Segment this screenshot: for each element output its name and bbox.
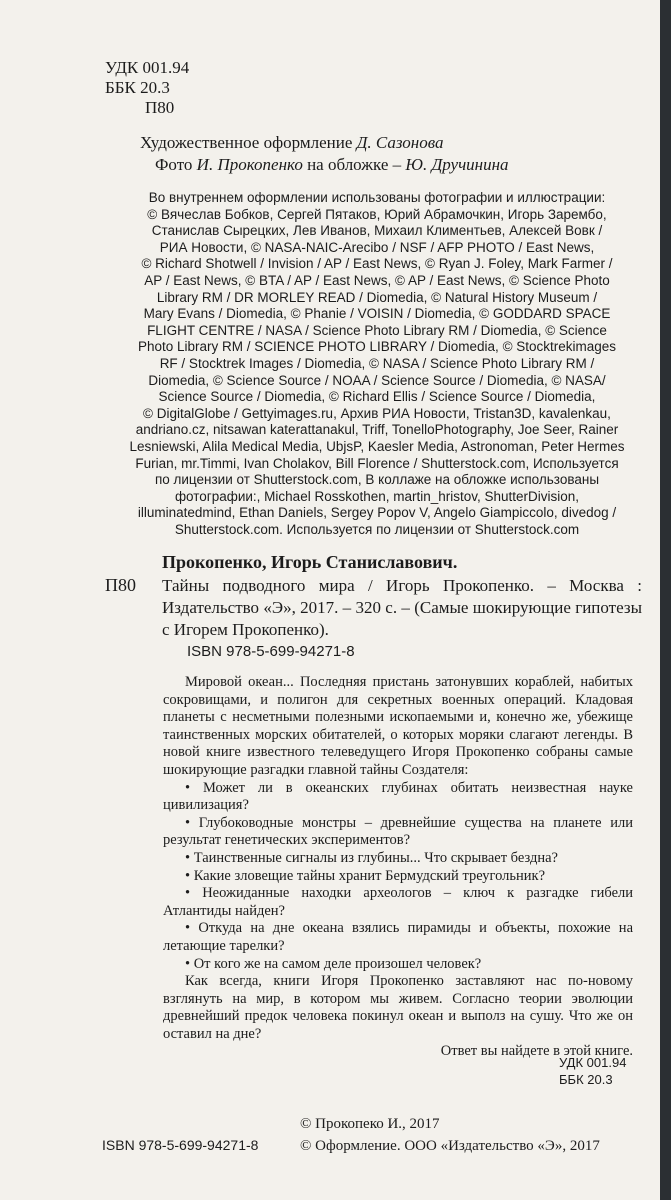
annotation-intro: Мировой океан... Последняя пристань затонувших кораблей, набитых сокровищами, и полигон для секретных военных операций. Кладовая планеты с несметными полезными ископаемыми и, конечно же, убежище таинственных морских обитателей, о которых моряки слагают легенды. В новой книге известного телеведущего Игоря Прокопенко собраны самые шокирующие разгадки главной тайны Создателя: <box>163 674 633 778</box>
photo-credit-line: по лицензии от Shutterstock.com, В коллаже на обложке использованы <box>154 472 600 488</box>
annotation-outro: Как всегда, книги Игоря Прокопенко заставляют нас по-новому взглянуть на мир, в котором мы живем. Согласно теории эволюции древнейший предок человека покинул океан и выполз на сушу. Что же он оставил на дне? <box>163 973 633 1042</box>
author-index: П80 <box>145 98 175 117</box>
photo-credit-line: AP / East News, © BTA / AP / East News, © AP / East News, © Science Photo <box>144 272 610 288</box>
photo-credit-line: illuminatedmind, Ethan Daniels, Sergey Popov V, Angelo Giampiccolo, divedog / <box>137 505 617 521</box>
photo-credit-line: andriano.cz, nitsawan katerattanakul, Triff, TonelloPhotography, Joe Seer, Rainer <box>135 422 619 438</box>
photo-credit-line: Library RM / DR MORLEY READ / Diomedia, © Natural History Museum / <box>156 289 598 305</box>
annotation-question: • Откуда на дне океана взялись пирамиды и объекты, похожие на летающие тарелки? <box>163 920 633 954</box>
udk-code: УДК 001.94 <box>105 58 190 77</box>
bib-author-index: П80 <box>105 575 136 595</box>
copyright-block <box>300 1113 600 1157</box>
annotation-question: • Какие зловещие тайны хранит Бермудский треугольник? <box>185 867 546 884</box>
bbk-code: ББК 20.3 <box>105 78 170 97</box>
photo-credit-line: © Richard Shotwell / Invision / AP / East News, © Ryan J. Foley, Mark Farmer / <box>141 256 613 272</box>
copyright-publisher: © Оформление. ООО «Издательство «Э», 2017 <box>300 1138 600 1154</box>
bbk-code: ББК 20.3 <box>559 1072 613 1087</box>
photo-credit-line: Photo Library RM / SCIENCE PHOTO LIBRARY / Diomedia, © Stocktrekimages <box>137 339 617 355</box>
annotation-question: • Может ли в океанских глубинах обитать неизвестная науке цивилизация? <box>163 779 633 814</box>
photo-credit-line: © DigitalGlobe / Gettyimages.ru, Архив РИА Новости, Tristan3D, kavalenkau, <box>143 405 611 421</box>
photo-credit-line: фотографии:, Michael Rosskothen, martin_hristov, ShutterDivision, <box>174 488 580 504</box>
udk-block-bottom <box>559 1054 626 1088</box>
photo-credit-line: Lesniewski, Alila Medical Media, UbjsP, Kaesler Media, Astronoman, Peter Hermes <box>129 438 625 454</box>
photo-credit-line: FLIGHT CENTRE / NASA / Science Photo Library RM / Diomedia, © Science <box>147 322 607 338</box>
design-credits <box>140 132 509 176</box>
photo-credits-list <box>117 190 637 538</box>
annotation-closing: Ответ вы найдете в этой книге. <box>440 1043 633 1060</box>
annotation-question: • Таинственные сигналы из глубины... Что скрывает бездна? <box>185 849 558 866</box>
photo-credit-line: Фото И. Прокопенко на обложке – Ю. Дручинина <box>155 155 509 174</box>
udk-code: УДК 001.94 <box>559 1055 627 1070</box>
photo-credit-line: Science Source / Diomedia, © Richard Ellis / Science Source / Diomedia, <box>158 389 596 405</box>
photo-credit-line: Станислав Сырецких, Лев Иванов, Михаил Климентьев, Алексей Вовк / <box>151 223 603 239</box>
udk-block-top <box>105 58 189 118</box>
photo-credit-line: RF / Stocktrek Images / Diomedia, © NASA / Science Photo Library RM / <box>159 355 595 371</box>
bib-description: Тайны подводного мира / Игорь Прокопенко. – Москва : Издательство «Э», 2017. – 320 с. – (Самые шокирующие гипотезы с Игорем Прокопенко). <box>162 576 642 639</box>
photo-credit-line: Во внутреннем оформлении использованы фотографии и иллюстрации: <box>148 190 606 205</box>
isbn-bottom: ISBN 978-5-699-94271-8 <box>102 1137 259 1153</box>
cover-photographer-name: Ю. Дручинина <box>405 155 509 174</box>
photo-credit-line: Mary Evans / Diomedia, © Phanie / VOISIN / Diomedia, © GODDARD SPACE <box>143 306 611 322</box>
annotation-question: • От кого же на самом деле произошел человек? <box>185 955 482 972</box>
photo-credit-line: Diomedia, © Science Source / NOAA / Science Source / Diomedia, © NASA/ <box>148 372 606 388</box>
annotation-question: • Неожиданные находки археологов – ключ к разгадке гибели Атлантиды найден? <box>163 885 633 919</box>
design-credit-line: Художественное оформление Д. Сазонова <box>140 133 444 152</box>
photo-credit-line: © Вячеслав Бобков, Сергей Пятаков, Юрий Абрамочкин, Игорь Зарембо, <box>147 206 607 222</box>
copyright-author: © Прокопеко И., 2017 <box>300 1116 440 1132</box>
photographer-name: И. Прокопенко <box>196 155 303 174</box>
designer-name: Д. Сазонова <box>356 133 444 152</box>
bib-author: Прокопенко, Игорь Станиславович. <box>162 552 458 572</box>
isbn: ISBN 978-5-699-94271-8 <box>187 643 355 660</box>
annotation <box>163 674 633 1061</box>
annotation-question: • Глубоководные монстры – древнейшие существа на планете или результат генетических экспериментов? <box>163 814 633 849</box>
photo-credit-line: Shutterstock.com. Используется по лицензии от Shutterstock.com <box>174 521 580 537</box>
photo-credit-line: Furian, mr.Timmi, Ivan Cholakov, Bill Florence / Shutterstock.com, Используется <box>135 455 619 471</box>
page-edge-shadow <box>660 0 671 1200</box>
photo-credit-line: РИА Новости, © NASA-NAIC-Arecibo / NSF / AFP PHOTO / East News, <box>159 239 595 255</box>
